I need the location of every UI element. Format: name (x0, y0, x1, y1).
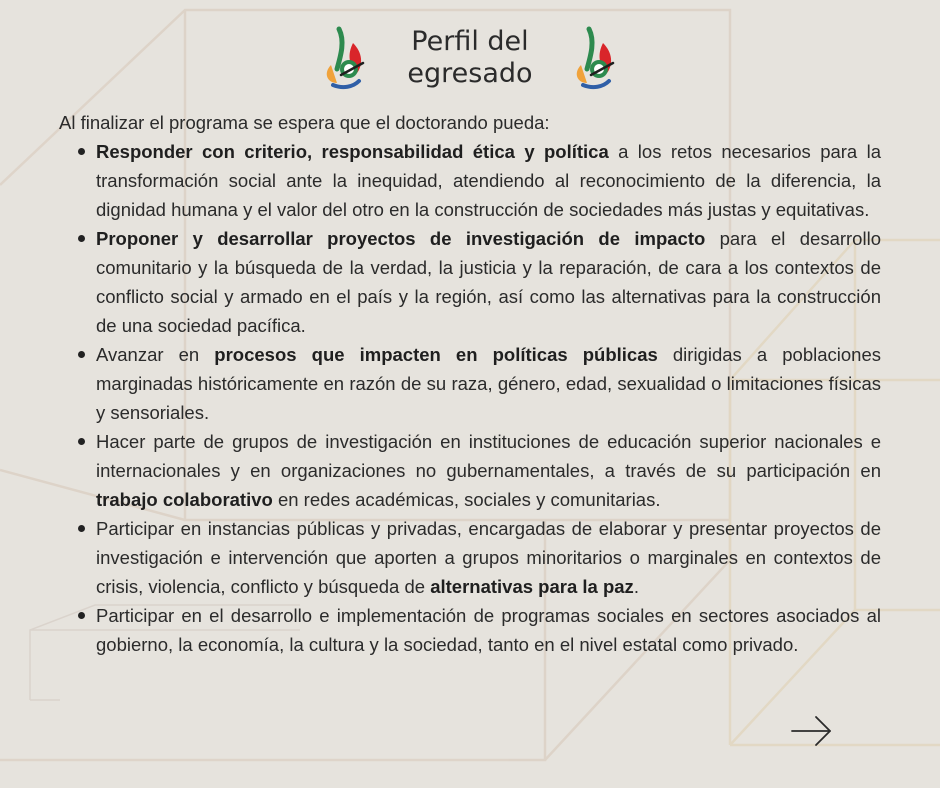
item-text: Hacer parte de grupos de investigación en instituciones de educación superior nacionales e internacionales y en organizaciones no gubernamentales, a través de su participación en (96, 431, 881, 481)
list-item (96, 137, 881, 224)
list-item (96, 514, 881, 601)
colorful-brand-logo-icon (569, 25, 621, 91)
item-text: Avanzar en (96, 344, 215, 365)
intro-text: Al finalizar el programa se espera que el doctorando pueda: (59, 112, 550, 133)
item-text: dirigidas a poblaciones marginadas históricamente en razón de su raza, género, edad, sexualidad o limitaciones físicas y sensoriales. (96, 344, 881, 423)
header (0, 22, 940, 94)
graduate-profile-list (96, 137, 881, 659)
item-highlight: procesos que impacten en políticas públicas (214, 344, 658, 365)
page-title (407, 26, 532, 90)
item-highlight: Proponer y desarrollar proyectos de investigación de impacto (96, 228, 706, 249)
list-item (96, 427, 881, 514)
item-text: Participar en instancias públicas y privadas, encargadas de elaborar y presentar proyectos de investigación e intervención que aporten a grupos minoritarios o marginales en contextos de crisis, violencia, conflicto y búsqueda de (96, 518, 881, 597)
item-text: . (633, 576, 639, 597)
arrow-right-icon[interactable] (790, 714, 834, 748)
item-highlight: Responder con criterio, responsabilidad ética y política (96, 141, 609, 162)
list-item (96, 601, 881, 659)
item-text: para el desarrollo comunitario y la búsqueda de la verdad, la justicia y la reparación, de cara a los contextos de conflicto social y armado en el país y la región, así como las alternativas para la construcción de una sociedad pacífica. (96, 228, 881, 336)
title-line-1: Perfil del (411, 26, 529, 57)
item-highlight: alternativas para la paz (430, 576, 634, 597)
item-text: a los retos necesarios para la transformación social ante la inequidad, atendiendo al reconocimiento de la diferencia, la dignidad humana y el valor del otro en la construcción de sociedades más justas y equitativas. (96, 141, 881, 220)
list-item (96, 224, 881, 340)
item-highlight: trabajo colaborativo (96, 489, 273, 510)
list-item (96, 340, 881, 427)
title-line-2: egresado (407, 58, 533, 89)
item-text: Participar en el desarrollo e implementación de programas sociales en sectores asociados al gobierno, la economía, la cultura y la sociedad, tanto en el nivel estatal como privado. (96, 605, 881, 655)
item-text: en redes académicas, sociales y comunitarias. (272, 489, 661, 510)
colorful-brand-logo-icon (319, 25, 371, 91)
